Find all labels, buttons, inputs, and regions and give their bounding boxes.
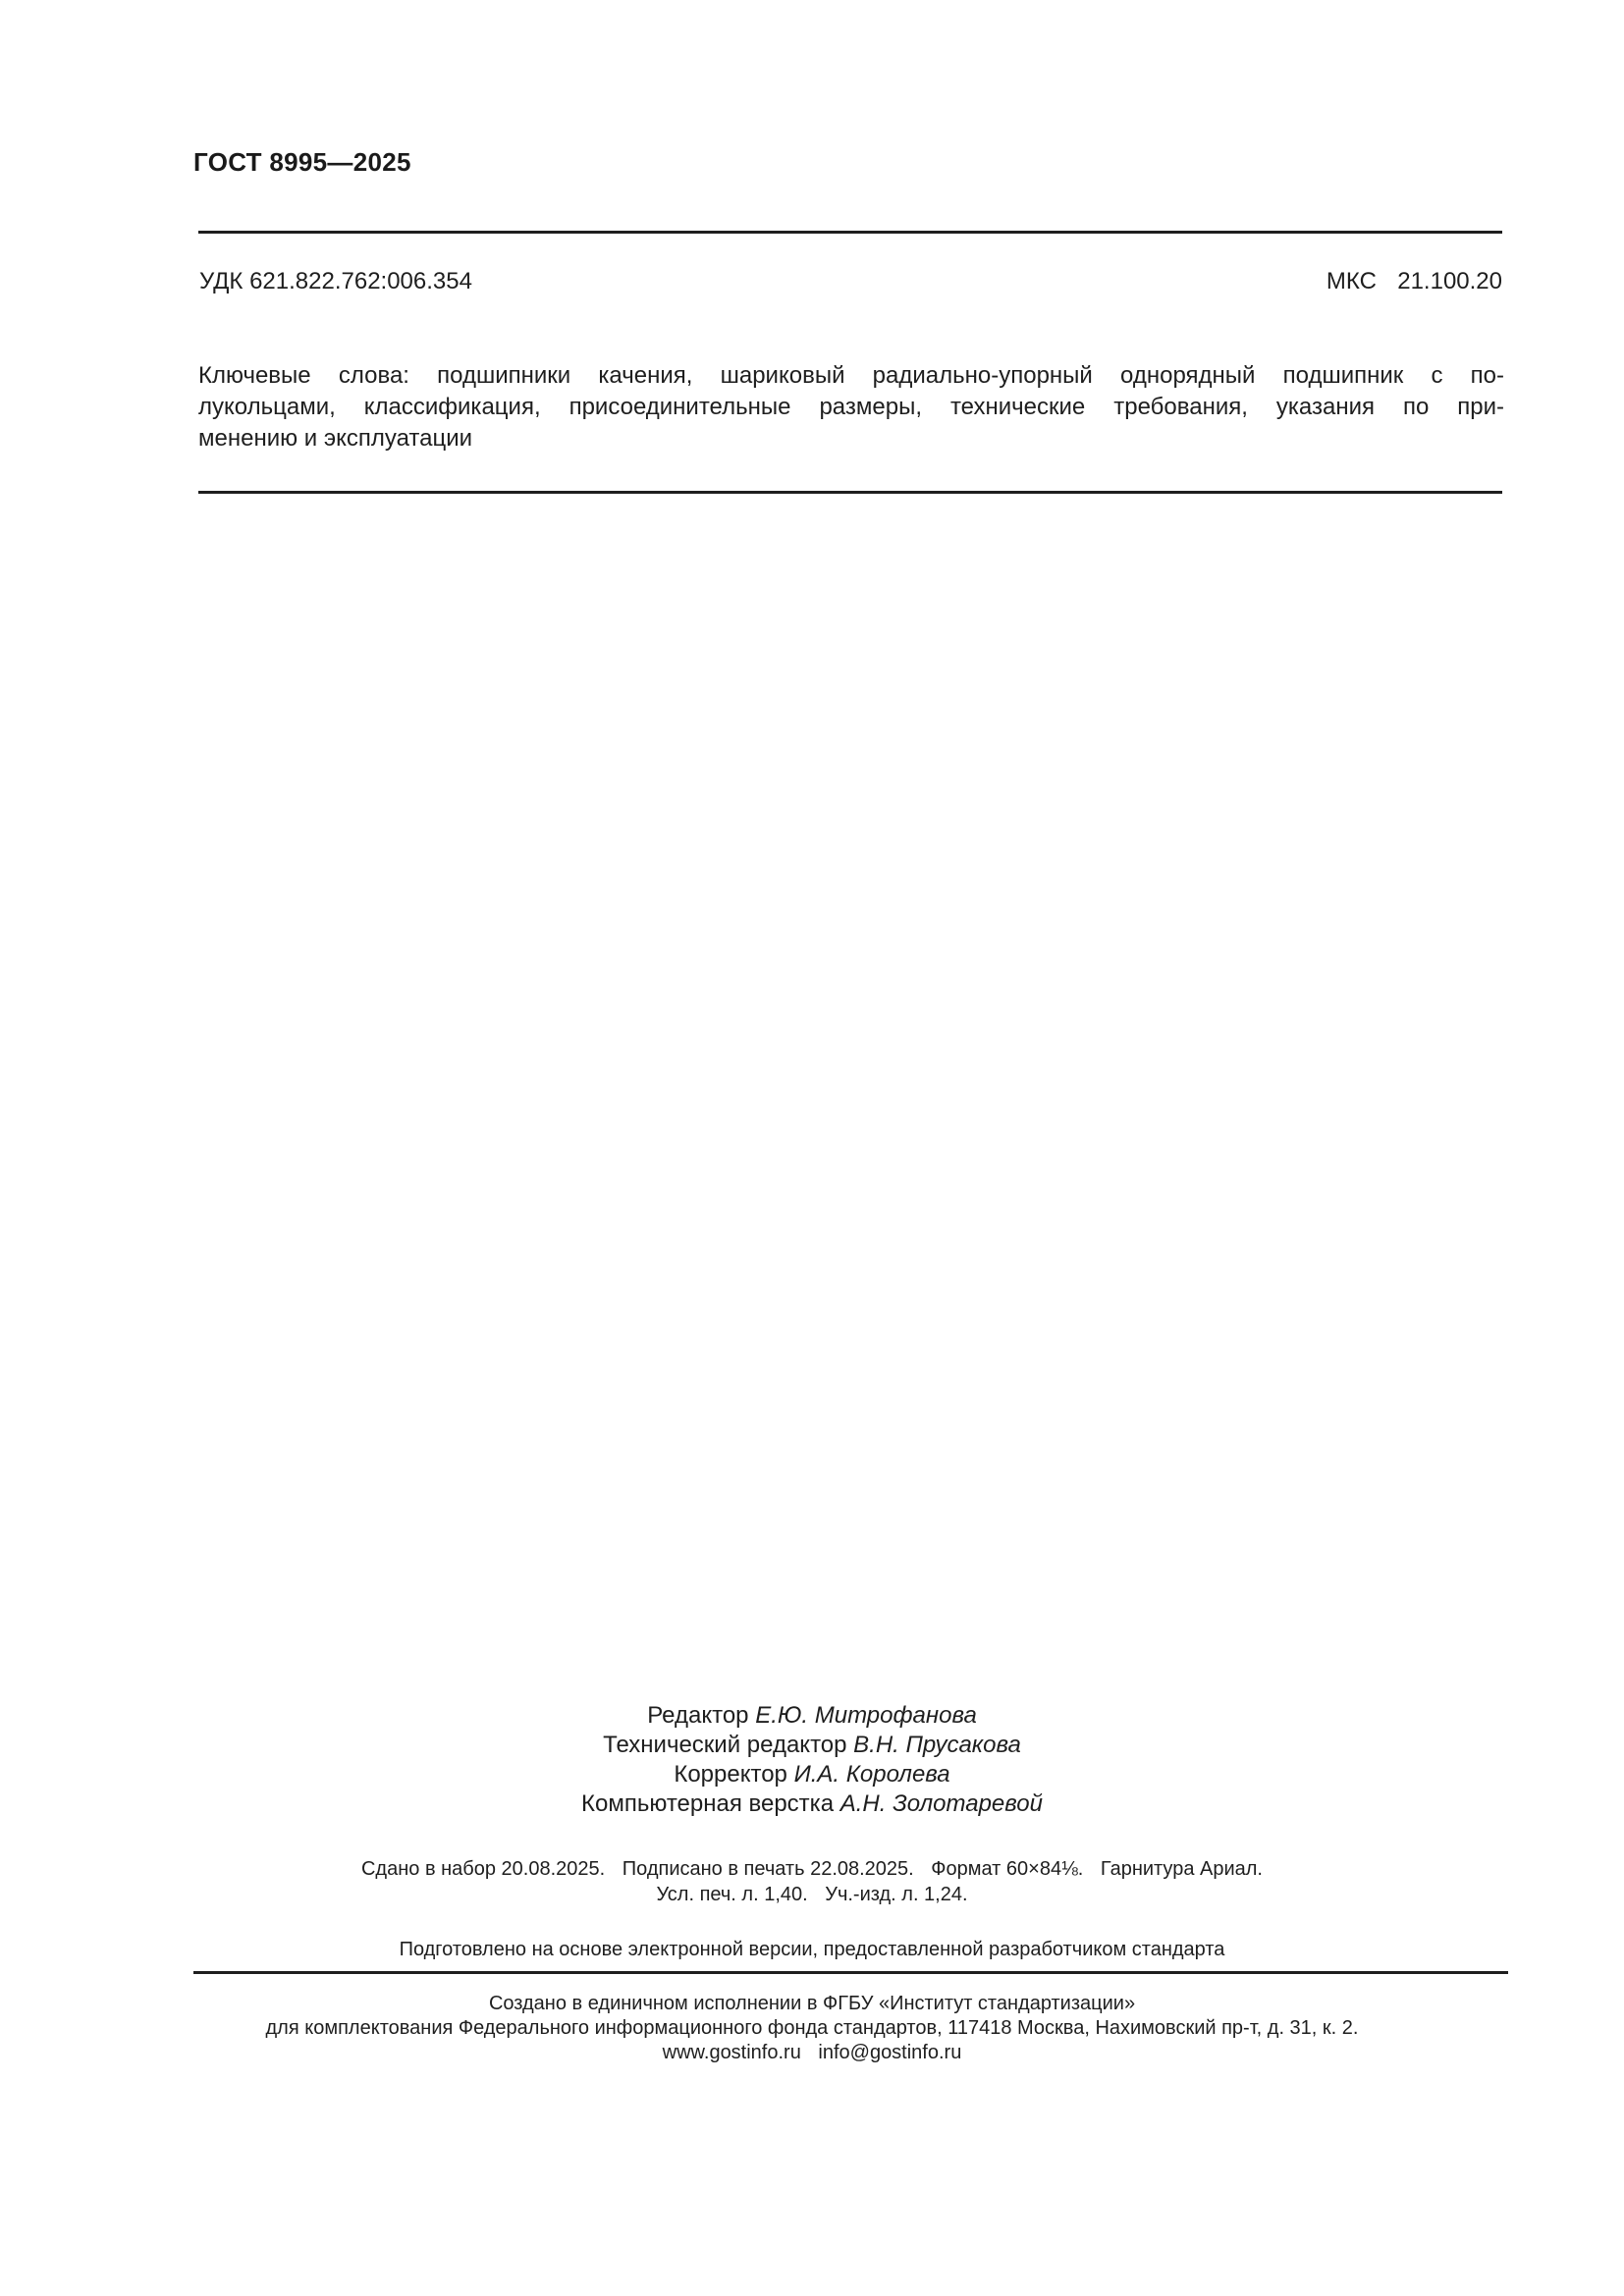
- keywords-paragraph: [198, 360, 1504, 454]
- credit-role: Технический редактор: [603, 1732, 847, 1758]
- bottom-divider: [193, 1971, 1508, 1974]
- keywords-line-2: лукольцами, классификация, присоединительные размеры, технические требования, указания по при-: [198, 394, 1504, 420]
- udk-code: УДК 621.822.762:006.354: [199, 268, 472, 294]
- prepared-note: Подготовлено на основе электронной версии, предоставленной разработчиком стандарта: [399, 1939, 1225, 1960]
- print-info-line-2: [0, 1882, 1624, 1907]
- website-link[interactable]: www.gostinfo.ru: [662, 2042, 801, 2063]
- credit-technical-editor: [0, 1731, 1624, 1760]
- keywords-line-3: менению и эксплуатации: [198, 425, 473, 452]
- print-sheets: Усл. печ. л. 1,40.: [656, 1884, 808, 1905]
- paper-format: Формат 60×84⅛.: [931, 1858, 1084, 1880]
- publisher-contacts: [0, 2041, 1624, 2065]
- credit-role: Корректор: [674, 1761, 787, 1788]
- publisher-block: [0, 1992, 1624, 2065]
- credits-block: [0, 1701, 1624, 1819]
- email-link[interactable]: info@gostinfo.ru: [818, 2042, 962, 2063]
- credit-editor: [0, 1701, 1624, 1731]
- document-code: ГОСТ 8995—2025: [193, 147, 411, 177]
- publisher-line-2: для комплектования Федерального информационного фонда стандартов, 117418 Москва, Нахимовский пр-т, д. 31, к. 2.: [265, 2017, 1359, 2039]
- credit-person: В.Н. Прусакова: [853, 1732, 1021, 1758]
- submitted-date: Сдано в набор 20.08.2025.: [360, 1858, 606, 1880]
- publisher-line-1: Создано в единичном исполнении в ФГБУ «Институт стандартизации»: [488, 1993, 1136, 2014]
- credit-role: Компьютерная верстка: [581, 1790, 835, 1817]
- print-info: [0, 1856, 1624, 1907]
- keywords-divider: [198, 491, 1502, 494]
- credit-role: Редактор: [647, 1702, 749, 1729]
- credit-layout: [0, 1789, 1624, 1819]
- typeface: Гарнитура Ариал.: [1100, 1858, 1263, 1880]
- publisher-sheets: Уч.-изд. л. 1,24.: [825, 1884, 968, 1905]
- top-divider: [198, 231, 1502, 234]
- credit-person: Е.Ю. Митрофанова: [755, 1702, 977, 1729]
- mks-code: МКС 21.100.20: [1326, 268, 1502, 294]
- print-info-line-1: [0, 1856, 1624, 1882]
- credit-person: И.А. Королева: [793, 1761, 950, 1788]
- keywords-line-1: Ключевые слова: подшипники качения, шариковый радиально-упорный однорядный подшипник с по-: [198, 362, 1504, 389]
- credit-proofreader: [0, 1760, 1624, 1789]
- credit-person: А.Н. Золотаревой: [839, 1790, 1043, 1817]
- signed-date: Подписано в печать 22.08.2025.: [622, 1858, 914, 1880]
